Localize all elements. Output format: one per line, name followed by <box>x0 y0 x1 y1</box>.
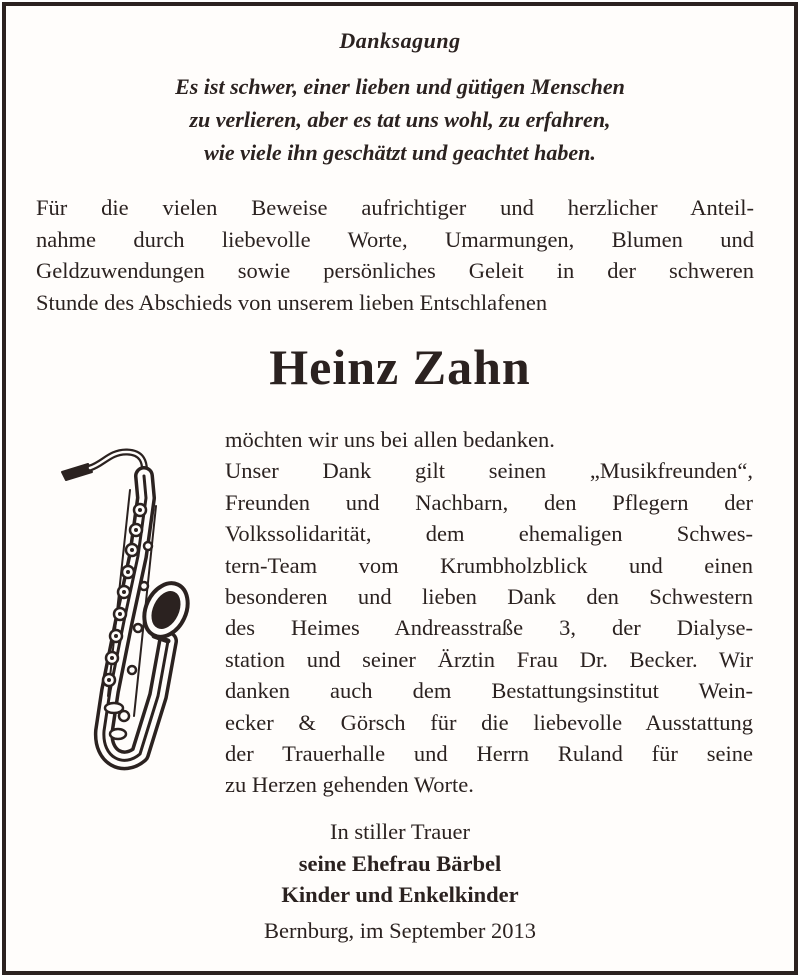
intro-line: Für die vielen Beweise aufrichtiger und herzlicher Anteil- <box>36 195 754 220</box>
intro-line: nahme durch liebevolle Worte, Umarmungen, Blumen und <box>36 226 754 252</box>
body-line: Unser Dank gilt seinen „Musikfreunden“, <box>225 458 753 484</box>
closing-phrase: In stiller Trauer <box>330 819 470 844</box>
intro-line: Geldzuwendungen sowie persönliches Geleit in der schweren <box>36 258 754 283</box>
body-line: ecker & Görsch für die liebevolle Ausstattung <box>225 709 753 735</box>
signatory-family: Kinder und Enkelkinder <box>281 882 519 907</box>
deceased-name: Heinz Zahn <box>269 339 531 395</box>
body-line: Volkssolidarität, dem ehemaligen Schwes- <box>225 521 753 547</box>
body-line: station und seiner Ärztin Frau Dr. Becker. Wir <box>225 646 753 672</box>
body-line: des Heimes Andreasstraße 3, der Dialyse- <box>225 615 753 641</box>
body-line: zu Herzen gehenden Worte. <box>225 772 474 798</box>
body-line: Freunden und Nachbarn, den Pflegern der <box>225 489 753 515</box>
place-date: Bernburg, im September 2013 <box>263 918 537 943</box>
motto-line: Es ist schwer, einer lieben und gütigen Menschen <box>175 74 625 99</box>
saxophone-icon <box>48 446 193 781</box>
body-line: tern-Team vom Krumbholzblick und einen <box>225 552 753 578</box>
body-line: besonderen und lieben Dank den Schwestern <box>225 584 753 610</box>
signatory-spouse: seine Ehefrau Bärbel <box>298 850 502 876</box>
motto-line: wie viele ihn geschätzt und geachtet haben. <box>204 140 596 165</box>
notice-title: Danksagung <box>339 28 461 53</box>
intro-paragraph <box>36 192 754 318</box>
intro-line: Stunde des Abschieds von unserem lieben Entschlafenen <box>36 289 548 315</box>
body-line: der Trauerhalle und Herrn Ruland für seine <box>225 741 753 767</box>
body-line: danken auch dem Bestattungsinstitut Wein- <box>225 678 753 704</box>
thanks-paragraph <box>225 424 753 801</box>
body-line: möchten wir uns bei allen bedanken. <box>225 427 555 452</box>
signature-block <box>0 816 800 911</box>
motto-quote <box>0 70 800 169</box>
motto-line: zu verlieren, aber es tat uns wohl, zu erfahren, <box>189 107 611 132</box>
